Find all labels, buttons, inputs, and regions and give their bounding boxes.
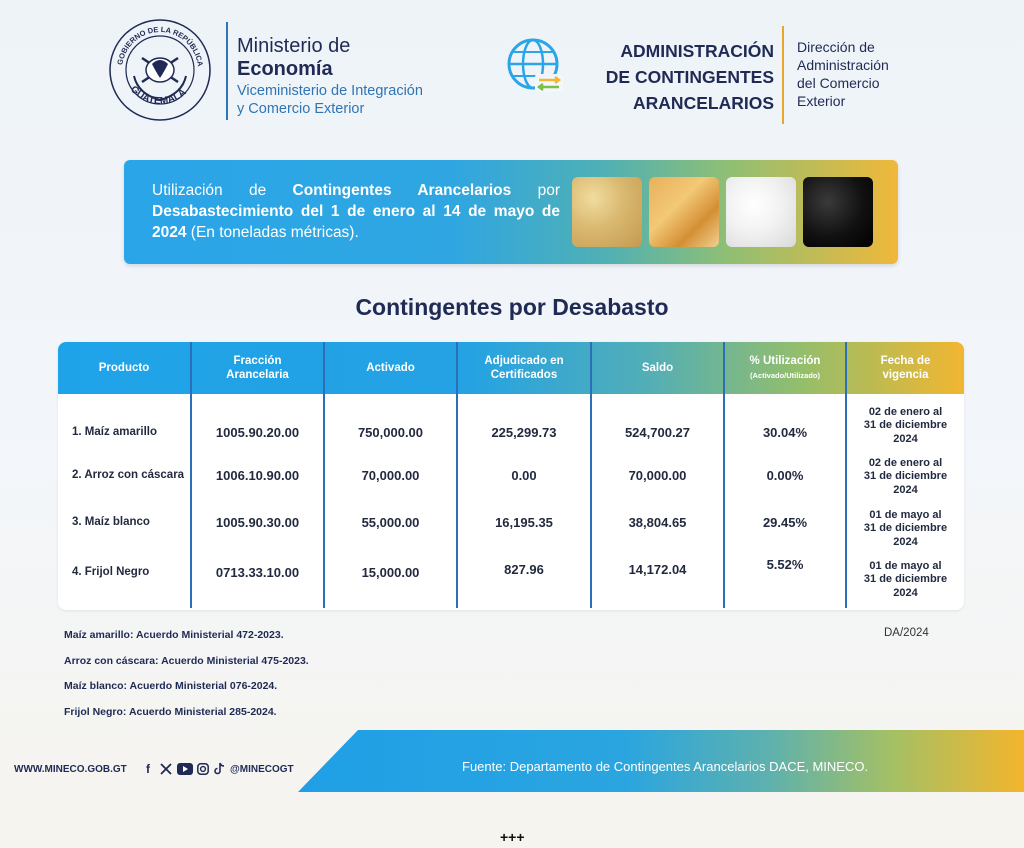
- footnote: Maíz blanco: Acuerdo Ministerial 076-2024.: [64, 680, 278, 692]
- table-cell-fecha-line3: 2024: [893, 483, 918, 496]
- header-fraccion: [192, 342, 323, 394]
- youtube-icon[interactable]: [177, 763, 193, 775]
- table-cell-fecha: [847, 507, 964, 551]
- admin-title-line3: ARANCELARIOS: [633, 93, 774, 113]
- document-code: DA/2024: [884, 627, 929, 639]
- viceministry-line1: Viceministerio de Integración: [237, 83, 423, 99]
- paddy-rice-image: [649, 177, 719, 247]
- tiktok-icon[interactable]: [214, 762, 225, 775]
- header-fecha: [847, 342, 964, 394]
- header-divider-gold: [782, 26, 784, 124]
- admin-title-line2: DE CONTINGENTES: [605, 67, 774, 87]
- table-cell-fecha: [847, 455, 964, 499]
- yellow-corn-image: [572, 177, 642, 247]
- bottom-mark: +++: [500, 829, 525, 845]
- table-cell-activado: 55,000.00: [361, 514, 420, 530]
- globe-exchange-icon: [505, 36, 567, 96]
- table-cell-producto: 1. Maíz amarillo: [72, 426, 158, 438]
- social-handle[interactable]: @MINECOGT: [230, 764, 294, 775]
- header-producto: [58, 342, 190, 394]
- ministry-name-line2: Economía: [237, 58, 333, 80]
- direction-line3: del Comercio: [797, 75, 880, 91]
- header-fraccion-line1: Fracción: [233, 355, 282, 367]
- banner-text-part5: (En toneladas métricas).: [186, 224, 359, 241]
- direction-title: [797, 38, 889, 110]
- table-cell-utilizacion: 0.00%: [766, 467, 804, 483]
- section-title: Contingentes por Desabasto: [355, 294, 669, 320]
- header-adjudicado-line2: Certificados: [490, 369, 558, 381]
- banner-text-part3: por: [511, 182, 560, 199]
- table-cell-activado: 70,000.00: [361, 467, 420, 483]
- banner-text-part4: Desabastecimiento del 1 de enero al 14 de mayo de 2024: [152, 203, 560, 241]
- header-fraccion-line2: Arancelaria: [226, 369, 289, 381]
- table-cell-fecha-line2: 31 de diciembre: [863, 522, 948, 535]
- table-cell-fecha-line2: 31 de diciembre: [863, 573, 948, 586]
- header-fecha-line2: vigencia: [882, 369, 929, 381]
- table-cell-producto: 4. Frijol Negro: [72, 566, 150, 578]
- table-cell-fraccion: 1005.90.20.00: [215, 424, 300, 440]
- table-cell-saldo: 38,804.65: [628, 514, 687, 530]
- table-cell-fecha-line3: 2024: [893, 535, 918, 548]
- table-cell-saldo: 70,000.00: [628, 467, 687, 483]
- table-cell-activado: 15,000.00: [361, 564, 420, 580]
- header-saldo-text: Saldo: [641, 362, 674, 374]
- direction-line2: Administración: [797, 57, 889, 73]
- table-cell-fecha-line2: 31 de diciembre: [863, 419, 948, 432]
- banner-text: [152, 180, 560, 243]
- instagram-icon[interactable]: [197, 763, 209, 775]
- table-cell-fecha-line2: 31 de diciembre: [863, 470, 948, 483]
- table-cell-fecha: [847, 404, 964, 448]
- header-producto-text: Producto: [98, 362, 150, 374]
- table-cell-adjudicado: 225,299.73: [491, 424, 557, 440]
- guatemala-seal-logo: [108, 18, 212, 122]
- header-utilizacion-line2: (Activado/Utilizado): [749, 370, 820, 380]
- table-cell-adjudicado: 0.00: [511, 467, 537, 483]
- header-divider: [226, 22, 228, 120]
- website-link[interactable]: WWW.MINECO.GOB.GT: [14, 764, 127, 775]
- table-cell-fecha-line1: 02 de enero al: [868, 405, 943, 418]
- header-activado: [325, 342, 456, 394]
- table-cell-utilizacion: 5.52%: [766, 556, 804, 572]
- table-cell-producto: 2. Arroz con cáscara: [72, 469, 185, 481]
- table-cell-saldo: 14,172.04: [628, 561, 687, 577]
- viceministry-line2: y Comercio Exterior: [237, 101, 365, 117]
- svg-text:GUATEMALA: GUATEMALA: [128, 84, 189, 108]
- svg-text:GOBIERNO DE LA REPÚBLICA: GOBIERNO DE LA REPÚBLICA: [115, 24, 205, 68]
- banner-text-part1: Utilización de: [152, 182, 293, 199]
- table-cell-fraccion: 1006.10.90.00: [215, 467, 300, 483]
- admin-title-line1: ADMINISTRACIÓN: [620, 41, 774, 61]
- direction-line1: Dirección de: [797, 39, 875, 55]
- table-cell-activado: 750,000.00: [357, 424, 424, 440]
- source-text: Fuente: Departamento de Contingentes Arancelarios DACE, MINECO.: [462, 759, 869, 774]
- table-cell-adjudicado: 827.96: [504, 561, 544, 577]
- header-utilizacion: [725, 342, 845, 394]
- black-bean-image: [803, 177, 873, 247]
- facebook-icon[interactable]: f: [146, 762, 150, 776]
- table-cell-fecha-line1: 01 de mayo al: [869, 508, 942, 521]
- table-cell-producto: 3. Maíz blanco: [72, 516, 150, 528]
- x-icon[interactable]: [160, 763, 172, 775]
- white-corn-image: [726, 177, 796, 247]
- table-cell-adjudicado: 16,195.35: [495, 514, 553, 530]
- table-cell-saldo: 524,700.27: [624, 424, 691, 440]
- direction-line4: Exterior: [797, 93, 846, 109]
- table-cell-fraccion: 1005.90.30.00: [215, 514, 300, 530]
- header-utilizacion-line1: % Utilización: [749, 354, 821, 367]
- table-cell-fraccion: 0713.33.10.00: [215, 564, 300, 580]
- table-cell-fecha-line1: 02 de enero al: [868, 456, 943, 469]
- footnote: Arroz con cáscara: Acuerdo Ministerial 475-2023.: [64, 655, 309, 667]
- header-fecha-line1: Fecha de: [880, 355, 931, 367]
- header-adjudicado-line1: Adjudicado en: [484, 355, 564, 367]
- header-adjudicado: [458, 342, 590, 394]
- banner-text-part2: Contingentes Arancelarios: [292, 182, 512, 199]
- footnote: Maíz amarillo: Acuerdo Ministerial 472-2023.: [64, 629, 284, 641]
- table-cell-fecha-line1: 01 de mayo al: [869, 559, 942, 572]
- table-cell-utilizacion: 29.45%: [762, 514, 808, 530]
- table-cell-fecha: [847, 558, 964, 602]
- ministry-name-line1: Ministerio de: [237, 35, 351, 57]
- header-saldo: [592, 342, 723, 394]
- footnote: Frijol Negro: Acuerdo Ministerial 285-2024.: [64, 706, 277, 718]
- table-cell-fecha-line3: 2024: [893, 432, 918, 445]
- admin-title: [578, 38, 774, 116]
- table-cell-utilizacion: 30.04%: [762, 424, 808, 440]
- header-activado-text: Activado: [366, 362, 415, 374]
- table-cell-fecha-line3: 2024: [893, 586, 918, 599]
